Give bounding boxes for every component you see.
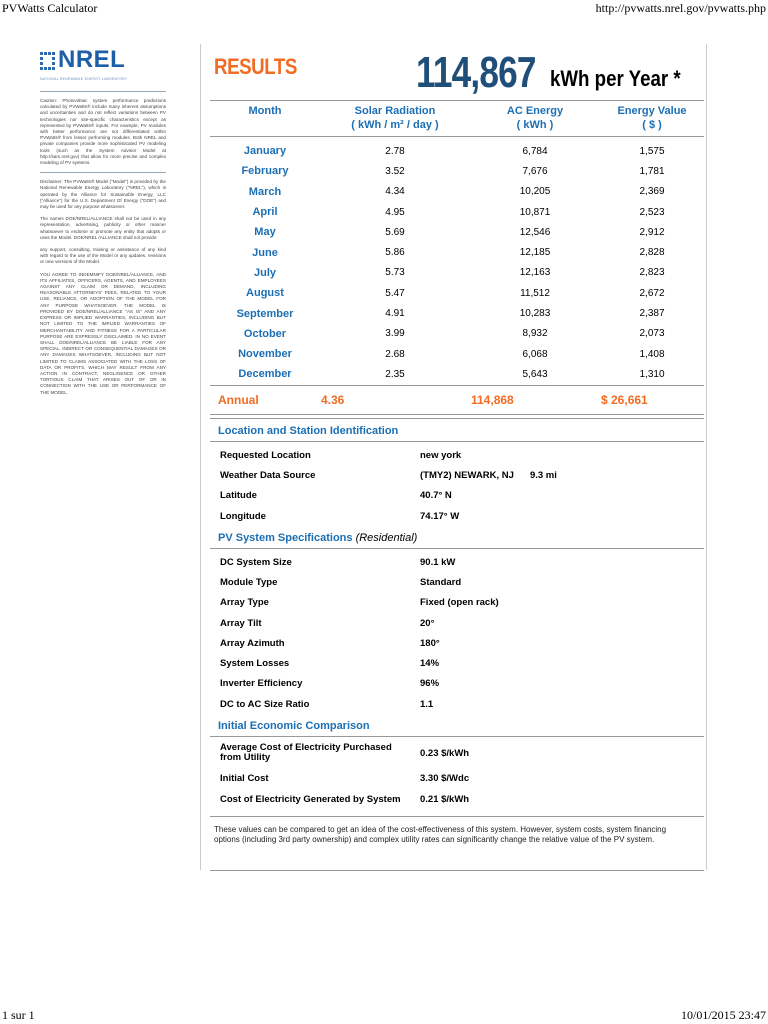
left-divider bbox=[200, 44, 201, 870]
longitude-row: Longitude 74.17° W bbox=[220, 511, 460, 522]
nrel-logo bbox=[40, 44, 166, 76]
table-row: December 2.35 5,643 1,310 bbox=[238, 368, 665, 381]
spec-row: Module Type Standard bbox=[220, 576, 462, 588]
table-row: February 3.52 7,676 1,781 bbox=[241, 165, 665, 178]
requested-location-row: Requested Location new york bbox=[220, 449, 462, 461]
table-row: July 5.73 12,163 2,823 bbox=[253, 266, 665, 279]
col-month: Month bbox=[248, 105, 282, 117]
print-footer bbox=[0, 1008, 768, 1024]
names-text: The names DOE/NREL/ALLIANCE shall not be used in any representation, advertising, publicity or other manner whatsoever to endorse or promote any entity that adopts or uses the Model. DOE/NREL /ALLIANCE shall not provide bbox=[40, 216, 166, 240]
spec-row: DC System Size 90.1 kW bbox=[220, 556, 456, 568]
econ-row: Average Cost of Electricity Purchased from Utility 0.23 $/kWh bbox=[220, 742, 470, 763]
table-row: September 4.91 10,283 2,387 bbox=[236, 307, 665, 320]
spec-row: Array Tilt 20° bbox=[220, 617, 435, 629]
caution-text: Caution: Photovoltaic system performance predictions calculated by PVWatts® include many inherent assumptions and uncertainties and do not reflect variations between PV technologies nor site-specific characteristics except as represented by PVWatts® inputs. For example, PV modules with better performance are not differentiated within PVWatts® from lesser performing modules. Both NREL and private companies provide more sophisticated PV modeling tools (such as the System Advisor Model at http://sam.nrel.gov) that allow for more precise and complex modeling of PV systems. bbox=[40, 98, 166, 166]
print-header bbox=[0, 0, 768, 16]
pv-specs-section bbox=[210, 528, 704, 714]
spec-row: DC to AC Size Ratio 1.1 bbox=[220, 698, 434, 710]
pv-specs-title: PV System Specifications (Residential) bbox=[210, 528, 704, 549]
disclaimer-text: Disclaimer: The PVWatts® Model ("Model") is provided by the National Renewable Energy Laboratory ("NREL"), which is operated by the Alliance for Sustainable Energy, LLC ("Alliance") for the U.S. Department Of Energy ("DOE") and may be used for any purpose whatsoever. bbox=[40, 179, 166, 210]
nrel-logo-icon bbox=[40, 50, 56, 70]
annual-total-kwh: 114,867 bbox=[416, 48, 536, 97]
table-row: April 4.95 10,871 2,523 bbox=[252, 206, 665, 219]
spec-row: Inverter Efficiency 96% bbox=[220, 678, 440, 690]
table-row: November 2.68 6,068 1,408 bbox=[238, 348, 665, 361]
table-row: May 5.69 12,546 2,912 bbox=[254, 226, 665, 239]
spec-row: Array Type Fixed (open rack) bbox=[220, 597, 499, 609]
results-header bbox=[210, 44, 704, 100]
table-row: August 5.47 11,512 2,672 bbox=[246, 287, 665, 300]
table-header-row bbox=[210, 101, 704, 137]
table-row: October 3.99 8,932 2,073 bbox=[243, 327, 665, 340]
table-row: March 4.34 10,205 2,369 bbox=[248, 185, 665, 198]
sidebar bbox=[40, 44, 166, 402]
right-divider bbox=[706, 44, 707, 870]
print-url: http://pvwatts.nrel.gov/pvwatts.php bbox=[595, 1, 766, 15]
monthly-results-table bbox=[210, 100, 704, 415]
col-energy-value: Energy Value ( $ ) bbox=[617, 105, 687, 131]
latitude-row: Latitude 40.7° N bbox=[220, 490, 452, 501]
print-datetime: 10/01/2015 23:47 bbox=[680, 1008, 766, 1022]
results-panel bbox=[210, 44, 704, 844]
table-row: January 2.78 6,784 1,575 bbox=[243, 145, 665, 158]
page-count: 1 sur 1 bbox=[2, 1008, 35, 1022]
support-text: any support, consulting, training or assistance of any kind with regard to the use of the Model or any updates, revisions or new versions of the Model. bbox=[40, 247, 166, 265]
econ-row: Cost of Electricity Generated by System 0.21 $/kWh bbox=[220, 793, 470, 805]
annual-row: Annual 4.36 114,868 $ 26,661 bbox=[210, 385, 704, 414]
indemnify-text: YOU AGREE TO INDEMNIFY DOE/NREL/ALLIANCE, AND ITS AFFILIATES, OFFICERS, AGENTS, AND EMPLOYEES AGAINST ANY CLAIM OR DEMAND, INCLUDING REASONABLE ATTORNEYS' FEES, RELATED TO YOUR USE, RELIANCE, OR ADOPTION OF THE MODEL FOR ANY PURPOSE WHATSOEVER. THE MODEL IS PROVIDED BY DOE/NREL/ALLIANCE "AS IS" AND ANY EXPRESS OR IMPLIED WARRANTIES, INCLUDING BUT NOT LIMITED TO THE IMPLIED WARRANTIES OF MERCHANTABILITY AND FITNESS FOR A PARTICULAR PURPOSE ARE EXPRESSLY DISCLAIMED. IN NO EVENT SHALL DOE/NREL/ALLIANCE BE LIABLE FOR ANY SPECIAL, INDIRECT OR CONSEQUENTIAL DAMAGES OR ANY DAMAGES WHATSOEVER, INCLUDING BUT NOT LIMITED TO CLAIMS ASSOCIATED WITH THE LOSS OF DATA OR PROFITS, WHICH MAY RESULT FROM ANY ACTION IN CONTRACT, NEGLIGENCE OR OTHER TORTIOUS CLAIM THAT ARISES OUT OF OR IN CONNECTION WITH THE USE OR PERFORMANCE OF THE MODEL. bbox=[40, 271, 166, 395]
economic-title: Initial Economic Comparison bbox=[210, 716, 704, 737]
spec-row: System Losses 14% bbox=[220, 658, 440, 670]
location-title: Location and Station Identification bbox=[210, 421, 704, 442]
results-label: RESULTS bbox=[214, 54, 297, 79]
annual-total-unit: kWh per Year * bbox=[550, 66, 681, 91]
col-ac-energy: AC Energy ( kWh ) bbox=[506, 105, 564, 131]
spec-row: Array Azimuth 180° bbox=[220, 637, 440, 649]
location-section bbox=[210, 421, 704, 527]
logo-wordmark: NREL bbox=[58, 46, 126, 73]
print-title: PVWatts Calculator bbox=[2, 1, 98, 15]
econ-row: Initial Cost 3.30 $/Wdc bbox=[220, 772, 470, 784]
col-solar-radiation: Solar Radiation ( kWh / m² / day ) bbox=[351, 105, 439, 131]
weather-source-row: Weather Data Source (TMY2) NEWARK, NJ 9.3 mi bbox=[220, 469, 557, 481]
logo-subtitle: NATIONAL RENEWABLE ENERGY LABORATORY bbox=[40, 77, 128, 81]
economic-section bbox=[210, 716, 704, 809]
economic-note: These values can be compared to get an idea of the cost-effectiveness of this system. However, system costs, system financing options (including 3rd party ownership) and complex utility rates can significantly change the relative value of the PV system. bbox=[214, 825, 667, 844]
table-row: June 5.86 12,185 2,828 bbox=[252, 246, 665, 259]
